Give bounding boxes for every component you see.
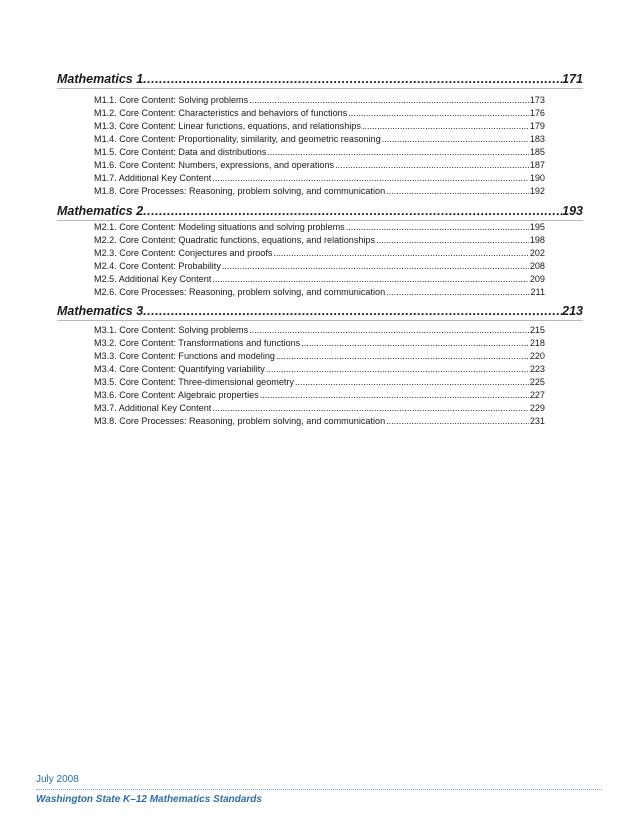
section-divider: [57, 88, 583, 89]
entry-title: M1.6. Core Content: Numbers, expressions, and operations: [94, 160, 335, 170]
dot-leader: [276, 351, 529, 361]
toc-entry[interactable]: [94, 186, 545, 198]
toc-entry[interactable]: [94, 325, 545, 337]
section-title: Mathematics 1: [57, 72, 144, 86]
section-title: Mathematics 2: [57, 204, 144, 218]
toc-section-heading[interactable]: [57, 304, 583, 320]
dot-leader: [266, 364, 529, 374]
entry-title: M1.4. Core Content: Proportionality, similarity, and geometric reasoning: [94, 134, 381, 144]
dot-leader: [212, 173, 529, 183]
toc-entry[interactable]: [94, 377, 545, 389]
toc-entry[interactable]: [94, 147, 545, 159]
entry-title: M3.2. Core Content: Transformations and functions: [94, 338, 301, 348]
dot-leader: [376, 235, 529, 245]
dot-leader: [386, 186, 529, 196]
dot-leader: [362, 121, 529, 131]
dot-leader: [348, 108, 529, 118]
entry-page-number: 198: [529, 235, 545, 245]
entry-title: M3.4. Core Content: Quantifying variability: [94, 364, 265, 374]
section-divider: [57, 220, 583, 221]
entry-title: M3.8. Core Processes: Reasoning, problem solving, and communication: [94, 416, 386, 426]
entry-title: M3.5. Core Content: Three-dimensional geometry: [94, 377, 294, 387]
toc-entry[interactable]: [94, 108, 545, 120]
toc-entry[interactable]: [94, 121, 545, 133]
entry-page-number: 225: [529, 377, 545, 387]
toc-entry[interactable]: [94, 287, 545, 299]
section-page-number: 171: [562, 72, 583, 86]
entry-page-number: 195: [529, 222, 545, 232]
dot-leader: [295, 377, 529, 387]
section-title: Mathematics 3: [57, 304, 144, 318]
footer-divider: [36, 789, 602, 790]
toc-section-heading[interactable]: [57, 204, 583, 220]
entry-title: M1.5. Core Content: Data and distributions: [94, 147, 267, 157]
toc-entry[interactable]: [94, 160, 545, 172]
toc-entry[interactable]: [94, 248, 545, 260]
dot-leader: [273, 248, 528, 258]
toc-entry[interactable]: [94, 222, 545, 234]
entry-title: M1.2. Core Content: Characteristics and behaviors of functions: [94, 108, 348, 118]
entry-page-number: 218: [529, 338, 545, 348]
dot-leader: [222, 261, 529, 271]
section-page-number: 213: [562, 304, 583, 318]
dot-leader: [301, 338, 529, 348]
entry-page-number: 220: [529, 351, 545, 361]
entry-title: M2.1. Core Content: Modeling situations and solving problems: [94, 222, 345, 232]
toc-entry[interactable]: [94, 416, 545, 428]
toc-entry[interactable]: [94, 95, 545, 107]
entry-title: M1.3. Core Content: Linear functions, equations, and relationships: [94, 121, 361, 131]
dot-leader: [143, 204, 562, 218]
toc-entry[interactable]: [94, 351, 545, 363]
dot-leader: [143, 72, 562, 86]
dot-leader: [249, 325, 529, 335]
dot-leader: [212, 403, 529, 413]
toc-entry[interactable]: [94, 134, 545, 146]
entry-page-number: 208: [529, 261, 545, 271]
entry-title: M2.5. Additional Key Content: [94, 274, 212, 284]
entry-title: M3.7. Additional Key Content: [94, 403, 212, 413]
dot-leader: [267, 147, 528, 157]
entry-page-number: 192: [529, 186, 545, 196]
entry-title: M3.3. Core Content: Functions and modeling: [94, 351, 275, 361]
section-page-number: 193: [562, 204, 583, 218]
entry-page-number: 173: [529, 95, 545, 105]
entry-page-number: 179: [529, 121, 545, 131]
entry-page-number: 231: [529, 416, 545, 426]
toc-entry[interactable]: [94, 173, 545, 185]
dot-leader: [386, 287, 529, 297]
entry-page-number: 176: [529, 108, 545, 118]
toc-entry[interactable]: [94, 261, 545, 273]
entry-page-number: 211: [530, 287, 545, 297]
entry-page-number: 215: [529, 325, 545, 335]
entry-title: M1.8. Core Processes: Reasoning, problem solving, and communication: [94, 186, 386, 196]
dot-leader: [249, 95, 529, 105]
toc-entry[interactable]: [94, 235, 545, 247]
toc-entry[interactable]: [94, 364, 545, 376]
entry-page-number: 209: [529, 274, 545, 284]
entry-page-number: 183: [529, 134, 545, 144]
dot-leader: [335, 160, 529, 170]
dot-leader: [212, 274, 529, 284]
section-divider: [57, 320, 583, 321]
entry-title: M2.3. Core Content: Conjectures and proofs: [94, 248, 273, 258]
entry-page-number: 185: [529, 147, 545, 157]
dot-leader: [143, 304, 562, 318]
dot-leader: [346, 222, 529, 232]
entry-title: M1.1. Core Content: Solving problems: [94, 95, 249, 105]
toc-entry[interactable]: [94, 403, 545, 415]
dot-leader: [382, 134, 529, 144]
entry-page-number: 229: [529, 403, 545, 413]
dot-leader: [386, 416, 529, 426]
entry-page-number: 187: [529, 160, 545, 170]
entry-page-number: 190: [529, 173, 545, 183]
entry-title: M3.1. Core Content: Solving problems: [94, 325, 249, 335]
entry-page-number: 227: [529, 390, 545, 400]
entry-title: M3.6. Core Content: Algebraic properties: [94, 390, 259, 400]
toc-entry[interactable]: [94, 338, 545, 350]
toc-section-heading[interactable]: [57, 72, 583, 88]
toc-entry[interactable]: [94, 390, 545, 402]
entry-title: M2.2. Core Content: Quadratic functions, equations, and relationships: [94, 235, 376, 245]
entry-title: M1.7. Additional Key Content: [94, 173, 212, 183]
dot-leader: [260, 390, 529, 400]
entry-page-number: 202: [529, 248, 545, 258]
entry-title: M2.6. Core Processes: Reasoning, problem solving, and communication: [94, 287, 386, 297]
entry-title: M2.4. Core Content: Probability: [94, 261, 221, 271]
footer-document-title: Washington State K–12 Mathematics Standards: [36, 794, 262, 805]
entry-page-number: 223: [529, 364, 545, 374]
toc-entry[interactable]: [94, 274, 545, 286]
footer-date: July 2008: [36, 774, 79, 785]
